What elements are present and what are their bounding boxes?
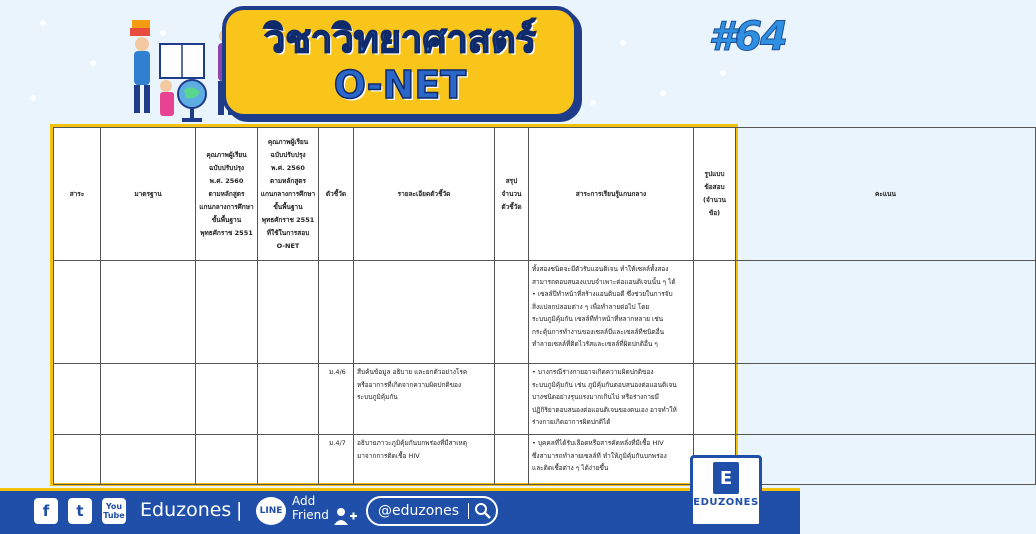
content-line: ระบบภูมิคุ้มกัน เซลล์ทีทำหน้าที่หลากหลาย เช่น: [532, 315, 664, 323]
cell-indicator: ม.4/7: [319, 435, 354, 485]
detail-line: สืบค้นข้อมูล อธิบาย และยกตัวอย่างโรค: [357, 368, 468, 376]
header-line: ตามหลักสูตร: [269, 176, 307, 185]
header-line: พ.ศ. 2560: [271, 163, 305, 172]
content-line: สิ่งแปลกปลอมต่าง ๆ เพื่อทำลายต่อไป โดย: [532, 302, 650, 311]
header-line: รูปแบบ: [704, 170, 725, 178]
content-line: ร่างกายเกิดอาการผิดปกติได้: [532, 418, 611, 426]
add-friend-line2: Friend: [292, 508, 329, 522]
twitter-icon[interactable]: t: [68, 498, 92, 524]
header-line: แกนกลางการศึกษา: [199, 202, 254, 211]
cell-quality-onet: [258, 435, 319, 485]
content-line: สามารถตอบสนองแบบจำเพาะต่อแอนติเจนนั้น ๆ ได้: [532, 277, 676, 286]
header-line: แกนกลางการศึกษา: [260, 189, 316, 198]
line-handle-box[interactable]: [366, 496, 498, 526]
cell-core-content: [529, 364, 694, 435]
detail-line: ระบบภูมิคุ้มกัน: [357, 393, 398, 401]
header-line: O-NET: [276, 241, 300, 250]
content-line: และติดเชื้อต่าง ๆ ได้ง่ายขึ้น: [532, 464, 609, 472]
header-quality-onet: [258, 128, 319, 261]
header-standard: มาตรฐาน: [101, 128, 196, 261]
cell-standard: [101, 364, 196, 435]
header-line: พุทธศักราช 2551: [200, 228, 253, 237]
header-indicator: ตัวชี้วัด: [319, 128, 354, 261]
youtube-label-line2: Tube: [103, 511, 125, 520]
header-line: พ.ศ. 2560: [209, 176, 244, 185]
header-core-content: สาระการเรียนรู้แกนกลาง: [529, 128, 694, 261]
line-handle: @eduzones: [378, 503, 460, 519]
header-line: (จำนวน: [703, 196, 726, 204]
title-exam: O-NET: [333, 63, 467, 107]
cell-summary-count: [495, 435, 529, 485]
header-score: คะแนน: [736, 128, 1036, 261]
curriculum-table: [53, 127, 1036, 485]
cell-quality-onet: [258, 364, 319, 435]
header-line: สรุป: [505, 176, 518, 185]
cell-indicator-detail: [354, 261, 495, 364]
book-icon: E: [713, 462, 739, 494]
content-line: • บุคคลที่ได้รับเลือดหรือสารคัดหลั่งที่มีเชื้อ HIV: [532, 437, 690, 450]
content-line: ทั้งสองชนิดจะมีตัวรับแอนติเจน ทำให้เซลล์ทั้งสอง: [532, 265, 669, 273]
cell-score: [736, 364, 1036, 435]
cell-indicator-detail: [354, 364, 495, 435]
curriculum-table-sheet: [50, 124, 896, 486]
footer-bar: [0, 488, 800, 534]
header-indicator-detail: รายละเอียดตัวชี้วัด: [354, 128, 495, 261]
table-header-row: [54, 128, 1036, 261]
cell-test-format: [694, 261, 736, 364]
add-friend-line1: Add: [292, 494, 316, 508]
footer-separator: |: [236, 499, 243, 521]
cell-quality-onet: [258, 261, 319, 364]
header-line: ตัวชี้วัด: [501, 202, 522, 211]
header-line: ข้อ): [708, 209, 721, 217]
cell-summary-count: [495, 261, 529, 364]
cell-standard: [101, 261, 196, 364]
title-subject: วิชาวิทยาศาสตร์: [263, 17, 537, 61]
header-summary-count: [495, 128, 529, 261]
header-line: จำนวน: [501, 189, 522, 198]
cell-indicator: [319, 261, 354, 364]
content-line: ระบบภูมิคุ้มกัน เช่น ภูมิคุ้มกันตอบสนองต่อแอนติเจน: [532, 380, 677, 389]
content-line: • เซลล์ปีทำหน้าที่สร้างแอนติบอดี ซึ่งช่วยในการจับ: [532, 288, 690, 301]
cell-indicator-detail: [354, 435, 495, 485]
cell-core-content: [529, 435, 694, 485]
logo-name: EDUZONES: [693, 497, 759, 508]
header-line: ฉบับปรับปรุง: [270, 150, 306, 159]
header-line: ตามหลักสูตร: [208, 189, 245, 198]
header-line: คุณภาพผู้เรียน: [206, 150, 247, 159]
cell-score: [736, 435, 1036, 485]
eduzones-logo: [690, 455, 762, 527]
header-line: ฉบับปรับปรุง: [208, 163, 245, 172]
cell-quality-revised: [196, 261, 258, 364]
search-icon[interactable]: [474, 502, 492, 520]
header-line: ที่ใช้ในการสอบ: [266, 228, 310, 237]
header-line: คุณภาพผู้เรียน: [267, 137, 309, 146]
title-banner: [222, 6, 578, 118]
header-line: ข้อสอบ: [704, 183, 725, 191]
header-line: ขั้นพื้นฐาน: [211, 215, 242, 224]
header-quality-revised: [196, 128, 258, 261]
content-line: ปฏิกิริยาตอบสนองต่อแอนติเจนของตนเอง อาจทำให้: [532, 405, 677, 414]
cell-quality-revised: [196, 364, 258, 435]
footer-brand-name: Eduzones: [140, 499, 232, 521]
cell-strand: [54, 435, 101, 485]
header-line: ขั้นพื้นฐาน: [273, 202, 303, 211]
youtube-label-line1: You: [105, 502, 123, 511]
cell-strand: [54, 364, 101, 435]
table-row: [54, 435, 1036, 485]
cell-score: [736, 261, 1036, 364]
detail-line: อธิบายภาวะภูมิคุ้มกันบกพร่องที่มีสาเหตุ: [357, 439, 467, 447]
cell-standard: [101, 435, 196, 485]
header-line: พุทธศักราช 2551: [261, 215, 315, 224]
youtube-icon[interactable]: [102, 498, 126, 524]
cell-quality-revised: [196, 435, 258, 485]
add-person-icon: [332, 506, 358, 526]
handle-divider: [468, 503, 469, 519]
cell-strand: [54, 261, 101, 364]
detail-line: หรืออาการที่เกิดจากความผิดปกติของ: [357, 380, 462, 389]
add-friend-label[interactable]: [292, 494, 329, 522]
cell-indicator: ม.4/6: [319, 364, 354, 435]
table-row: [54, 364, 1036, 435]
episode-number: #64: [708, 14, 786, 60]
content-line: กระตุ้นการทำงานของเซลล์บีและเซลล์ทีชนิดอื่น: [532, 327, 665, 336]
header-strand: สาระ: [54, 128, 101, 261]
content-line: บางชนิดอย่างรุนแรงมากเกินไป หรือร่างกายมี: [532, 393, 659, 401]
content-line: ทำลายเซลล์ที่ติดไวรัสและเซลล์ที่ผิดปกติอื่น ๆ: [532, 340, 658, 348]
cell-test-format: [694, 364, 736, 435]
facebook-icon[interactable]: f: [34, 498, 58, 524]
table-row: [54, 261, 1036, 364]
header-test-format: [694, 128, 736, 261]
detail-line: มาจากการติดเชื้อ HIV: [357, 451, 420, 460]
content-line: • บางกรณีร่างกายอาจเกิดความผิดปกติของ: [532, 366, 690, 379]
line-icon[interactable]: LINE: [256, 497, 286, 525]
cell-summary-count: [495, 364, 529, 435]
cell-core-content: [529, 261, 694, 364]
content-line: ซึ่งสามารถทำลายเซลล์ที ทำให้ภูมิคุ้มกันบกพร่อง: [532, 451, 667, 460]
